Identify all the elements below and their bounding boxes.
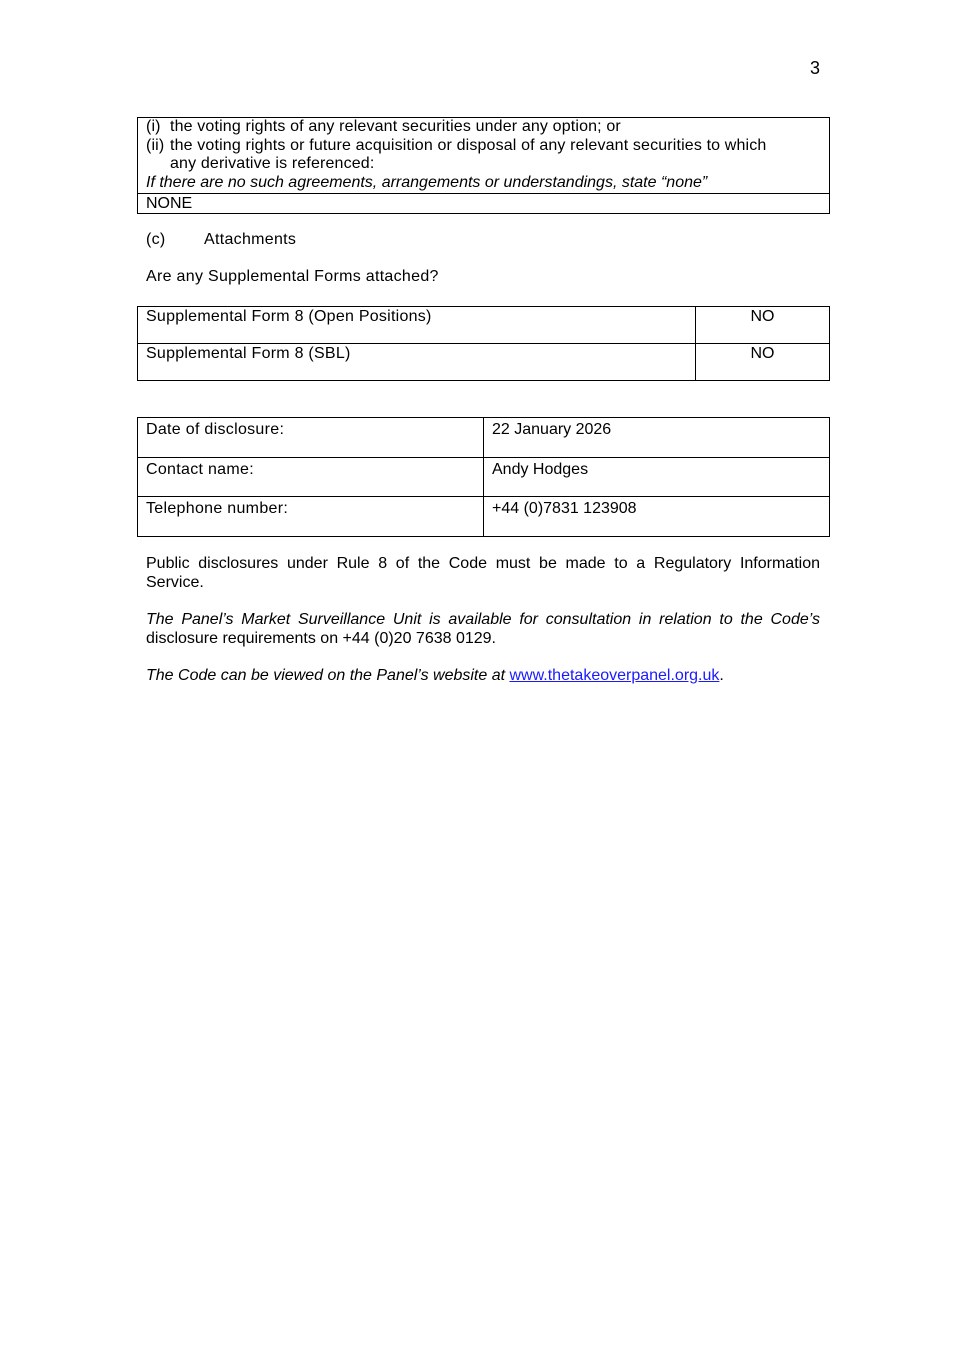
table-row — [138, 344, 830, 381]
field-label: Contact name: — [138, 457, 484, 497]
item-number: (ii) — [146, 136, 165, 154]
form-value: NO — [696, 344, 830, 381]
panel-website-link[interactable]: www.thetakeoverpanel.org.uk — [509, 667, 720, 684]
agreements-question — [138, 118, 829, 193]
field-value: Andy Hodges — [484, 457, 830, 497]
table-row — [138, 418, 830, 458]
code-end-text: . — [719, 667, 724, 684]
form-value: NO — [696, 307, 830, 344]
table-row — [138, 307, 830, 344]
field-label: Telephone number: — [138, 497, 484, 537]
page-number: 3 — [809, 58, 820, 78]
supplemental-forms-table — [137, 306, 830, 381]
section-title: Attachments — [204, 231, 297, 248]
code-paragraph — [146, 667, 820, 686]
rule8-paragraph: Public disclosures under Rule 8 of the Code must be made to a Regulatory Information Service. — [146, 555, 820, 591]
item-text: the voting rights of any relevant securities under any option; or — [170, 118, 621, 135]
agreement-item-i — [146, 118, 821, 137]
form-label: Supplemental Form 8 (SBL) — [138, 344, 696, 381]
attachments-heading — [146, 231, 296, 249]
section-label: (c) — [146, 231, 166, 248]
field-label: Date of disclosure: — [138, 418, 484, 458]
panel-plain-text: disclosure requirements on +44 (0)20 7638 0129. — [146, 629, 496, 647]
item-number: (i) — [146, 118, 161, 135]
table-row — [138, 497, 830, 537]
form-label: Supplemental Form 8 (Open Positions) — [138, 307, 696, 344]
table-row — [138, 457, 830, 497]
attachments-question: Are any Supplemental Forms attached? — [146, 268, 439, 285]
panel-paragraph — [146, 611, 820, 648]
agreements-box — [137, 117, 830, 214]
disclosure-details-table — [137, 417, 830, 537]
item-text: the voting rights or future acquisition or disposal of any relevant securities to which — [170, 136, 767, 154]
field-value: 22 January 2026 — [484, 418, 830, 458]
panel-italic-text: The Panel’s Market Surveillance Unit is available for consultation in relation to the Code’s — [146, 611, 820, 628]
field-value: +44 (0)7831 123908 — [484, 497, 830, 537]
code-italic-text: The Code can be viewed on the Panel’s website at — [146, 667, 506, 684]
agreement-item-ii — [146, 137, 821, 156]
agreements-instruction: If there are no such agreements, arrangements or understandings, state “none” — [146, 173, 708, 191]
agreement-item-ii-continued: any derivative is referenced: — [170, 155, 375, 172]
agreements-answer: NONE — [138, 193, 829, 213]
